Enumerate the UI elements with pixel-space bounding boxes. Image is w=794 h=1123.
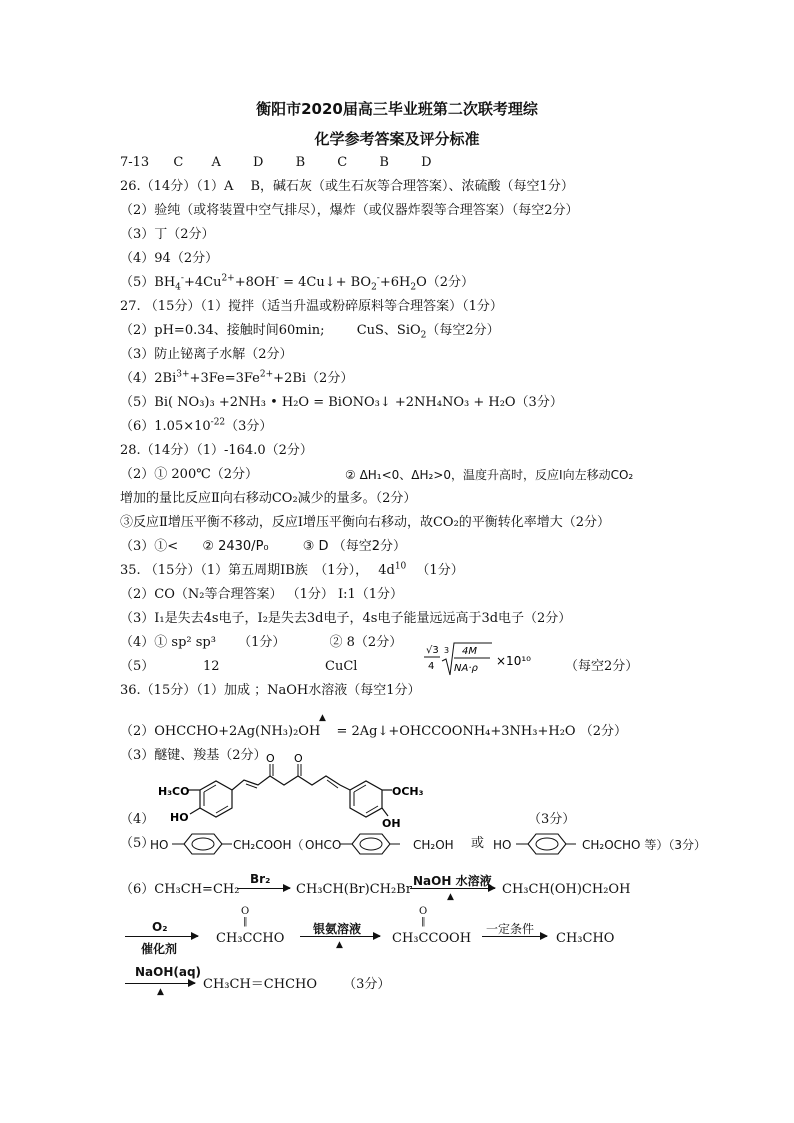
formula-den: 4 xyxy=(428,661,435,672)
answer-11: C xyxy=(337,155,348,170)
q36-line-3: （3）醚键、羧基（2分） xyxy=(120,748,267,763)
q36-l5-g: HO xyxy=(493,838,512,852)
benzene-ring-1 xyxy=(172,832,242,856)
q35-line-3: （3）I₁是失去4s电子，I₂是失去3d电子，4s电子能量远远高于3d电子（2分） xyxy=(120,611,572,626)
benzene-ring-3 xyxy=(516,832,586,856)
q26-l5-f: O（2分） xyxy=(416,275,475,290)
q35-l1-b: 4d xyxy=(378,563,395,578)
reagent-tollens: 银氨溶液 xyxy=(313,922,362,936)
product-5: CH₃CHO xyxy=(556,931,615,946)
q26-l5-d: = 4Cu↓+ BO xyxy=(278,275,372,290)
q35-line-4 xyxy=(120,635,402,651)
carbonyl-o-3: O xyxy=(241,906,250,917)
q36-l5-c: CH₂COOH（ xyxy=(233,838,304,852)
answer-10: B xyxy=(295,155,306,170)
arrow-1 xyxy=(237,888,290,889)
product-2: CH₃CH(OH)CH₂OH xyxy=(502,882,631,897)
q28-line-3: 增加的量比反应Ⅱ向右移动CO₂减少的量多。（2分） xyxy=(120,491,417,506)
carbonyl-o-1: O xyxy=(266,752,275,765)
page-title: 衡阳市2020届高三毕业班第二次联考理综 xyxy=(256,100,538,118)
equals-sign: = xyxy=(336,724,348,739)
q36-l6-a: （6）CH₃CH=CH₂ xyxy=(120,882,240,897)
right-hydroxy: OH xyxy=(382,817,401,830)
q27-l6-a: （6）1.05×10 xyxy=(120,419,211,434)
reagent-conditions: 一定条件 xyxy=(486,922,535,936)
q27-line-5: （5）Bi( NO₃)₃ +2NH₃ • H₂O = BiONO₃↓ +2NH₄NO₃ + H₂O（3分） xyxy=(120,395,563,410)
q36-l8-score: （3分） xyxy=(343,977,391,992)
q35-l5-d: （每空2分） xyxy=(565,659,639,674)
arrow-2 xyxy=(410,888,495,889)
carbonyl-bond-4: ‖ xyxy=(421,917,426,927)
q28-l2-b: ② ΔH₁<0、ΔH₂>0，温度升高时，反应Ⅰ向左移动CO₂ xyxy=(345,468,634,482)
reagent-br2: Br₂ xyxy=(250,872,271,886)
formula-root-index: 3 xyxy=(444,646,450,655)
arrow-3 xyxy=(125,936,198,937)
page-subtitle: 化学参考答案及评分标准 xyxy=(314,130,480,148)
q26-line-3: （3）丁（2分） xyxy=(120,227,215,242)
formula-num: √3 xyxy=(426,645,439,656)
carbonyl-o-4: O xyxy=(419,906,428,917)
heat-triangle: ▲ xyxy=(319,713,326,723)
q27-line-6: $(6)1.05\times 10^{-22}(3$分） xyxy=(120,417,273,434)
q36-line-2 xyxy=(120,724,627,740)
benzene-ring-2 xyxy=(340,832,410,856)
q26-line-1: 26.（14分）（1）A B，碱石灰（或生石灰等合理答案）、浓硫酸（每空1分） xyxy=(120,179,574,194)
density-formula xyxy=(424,641,544,681)
q35-l1-a: 35. （15分）（1）第五周期ⅠB族 （1分）， xyxy=(120,563,369,578)
answers-label: 7-13 xyxy=(120,155,150,170)
q28-l5-a: （3）①< xyxy=(120,539,179,554)
q35-l4-b: （1分） xyxy=(238,635,286,650)
formula-tail: ×10¹⁰ xyxy=(496,654,531,668)
q26-line-4: （4）94（2分） xyxy=(120,251,219,266)
q35-l5-a: （5） xyxy=(120,659,155,674)
q27-l6-b: （3分） xyxy=(225,419,273,434)
carbonyl-o-2: O xyxy=(294,752,303,765)
q26-l5-c: +8OH xyxy=(234,275,276,290)
q36-l4-a: （4） xyxy=(120,812,155,827)
q35-l4-a: （4）① sp² sp³ xyxy=(120,635,216,650)
q36-l5-h: CH₂OCHO 等）（3分） xyxy=(582,838,706,852)
q36-l5-a: （5） xyxy=(120,836,155,851)
left-methoxy: H₃CO xyxy=(158,785,190,798)
answer-7: C xyxy=(173,155,184,170)
carbonyl-bond-3: ‖ xyxy=(243,917,248,927)
product-6-formula: CH₃CH＝CHCHO xyxy=(203,977,318,992)
q26-l5-b: +4Cu xyxy=(183,275,222,290)
q28-l5-c: ③ D （每空2分） xyxy=(302,539,406,554)
q36-l5-d: OHCO xyxy=(305,838,342,852)
formula-inner-num: 4M xyxy=(462,646,477,657)
q28-line-5 xyxy=(120,539,406,555)
q27-l2-b: CuS、SiO xyxy=(356,323,421,338)
q36-line-1: 36.（15分）（1）加成 ；NaOH水溶液（每空1分） xyxy=(120,683,421,698)
answer-9: D xyxy=(252,155,264,170)
answer-8: A xyxy=(211,155,221,170)
q35-l5-b: 12 xyxy=(203,659,220,674)
heat-triangle-2: ▲ xyxy=(447,892,454,902)
heat-triangle-4: ▲ xyxy=(157,987,164,997)
formula-inner-den: NA·ρ xyxy=(454,663,478,674)
q35-l1-c: （1分） xyxy=(416,563,464,578)
q35-l4-c: ② 8（2分） xyxy=(329,635,403,650)
q27-l2-c: （每空2分） xyxy=(426,323,500,338)
q28-line-4: ③反应Ⅱ增压平衡不移动，反应Ⅰ增压平衡向右移动，故CO₂的平衡转化率增大（2分） xyxy=(120,515,611,530)
reagent-o2: O₂ xyxy=(152,920,168,934)
reagent-naoh-aq-soln: NaOH 水溶液 xyxy=(413,874,492,888)
q36-line-5 xyxy=(120,836,706,852)
reagent-catalyst: 催化剂 xyxy=(141,942,178,956)
answer-12: B xyxy=(379,155,389,170)
q36-l4-b: （3分） xyxy=(528,812,576,827)
q28-l5-b: ② 2430/P₀ xyxy=(202,539,269,554)
q35-line-2: （2）CO（N₂等合理答案） （1分） I:1（1分） xyxy=(120,587,404,602)
product-1: CH₃CH(Br)CH₂Br xyxy=(296,882,412,897)
heat-triangle-3: ▲ xyxy=(336,940,343,950)
q35-l5-c: CuCl xyxy=(325,659,358,674)
left-hydroxy: HO xyxy=(170,811,189,824)
q26-line-2: （2）验纯（或将装置中空气排尽），爆炸（或仪器炸裂等合理答案）（每空2分） xyxy=(120,203,579,218)
q27-line-2: （2）pH=0.34、接触时间60min; CuS、SiO$_2$（每空2分） xyxy=(120,323,500,341)
answer-13: D xyxy=(421,155,432,170)
q27-l2-a: （2）pH=0.34、接触时间60min; xyxy=(120,323,325,338)
q28-line-1: 28.（14分）（1）-164.0（2分） xyxy=(120,443,313,458)
product-6 xyxy=(203,977,390,993)
q36-line-6 xyxy=(120,882,239,898)
arrow-6 xyxy=(125,983,195,984)
product-3: CH₃CCHO xyxy=(216,931,285,946)
q36-l2-b: 2Ag↓+OHCCOONH₄+3NH₃+H₂O （2分） xyxy=(351,724,627,739)
q27-line-4: $(4)2Bi^{3+}+3Fe=3Fe^{2+}+2Bi(2$分） xyxy=(120,369,354,386)
arrow-5 xyxy=(482,936,547,937)
q26-l5-e: +6H xyxy=(379,275,411,290)
q36-l2-a: （2）OHCCHO+2Ag(NH₃)₂OH xyxy=(120,724,321,739)
q36-l5-e: CH₂OH xyxy=(413,838,454,852)
product-4: CH₃CCOOH xyxy=(392,931,472,946)
right-methoxy: OCH₃ xyxy=(392,785,424,798)
reagent-naoh-aq: NaOH(aq) xyxy=(135,965,202,979)
q28-line-2 xyxy=(120,467,634,483)
q26-l5-a: （5）BH xyxy=(120,275,176,290)
q28-l2-a: （2）① 200℃（2分） xyxy=(120,467,259,482)
q36-l5-b: HO xyxy=(150,838,169,852)
q27-line-1: 27. （15分）（1）搅拌（适当升温或粉碎原料等合理答案）（1分） xyxy=(120,299,503,314)
answers-7-13-row xyxy=(120,155,432,171)
q27-l4-a: （4）2Bi xyxy=(120,371,177,386)
arrow-4 xyxy=(300,936,380,937)
q27-l4-b: +3Fe=3Fe xyxy=(189,371,260,386)
q27-line-3: （3）防止铋离子水解（2分） xyxy=(120,347,293,362)
q35-line-1: 35. （15分）（1）第五周期ⅠB族 （1分）， $4d^{10}$ （1分） xyxy=(120,561,464,578)
q26-line-5: $(5)BH_4^-+4Cu^{2+}+8OH^-$ = 4Cu↓+ $BO_2^-+6H_2O(2$分） xyxy=(120,273,475,293)
q36-l5-f: 或 xyxy=(471,836,485,851)
q27-l4-c: +2Bi（2分） xyxy=(273,371,354,386)
